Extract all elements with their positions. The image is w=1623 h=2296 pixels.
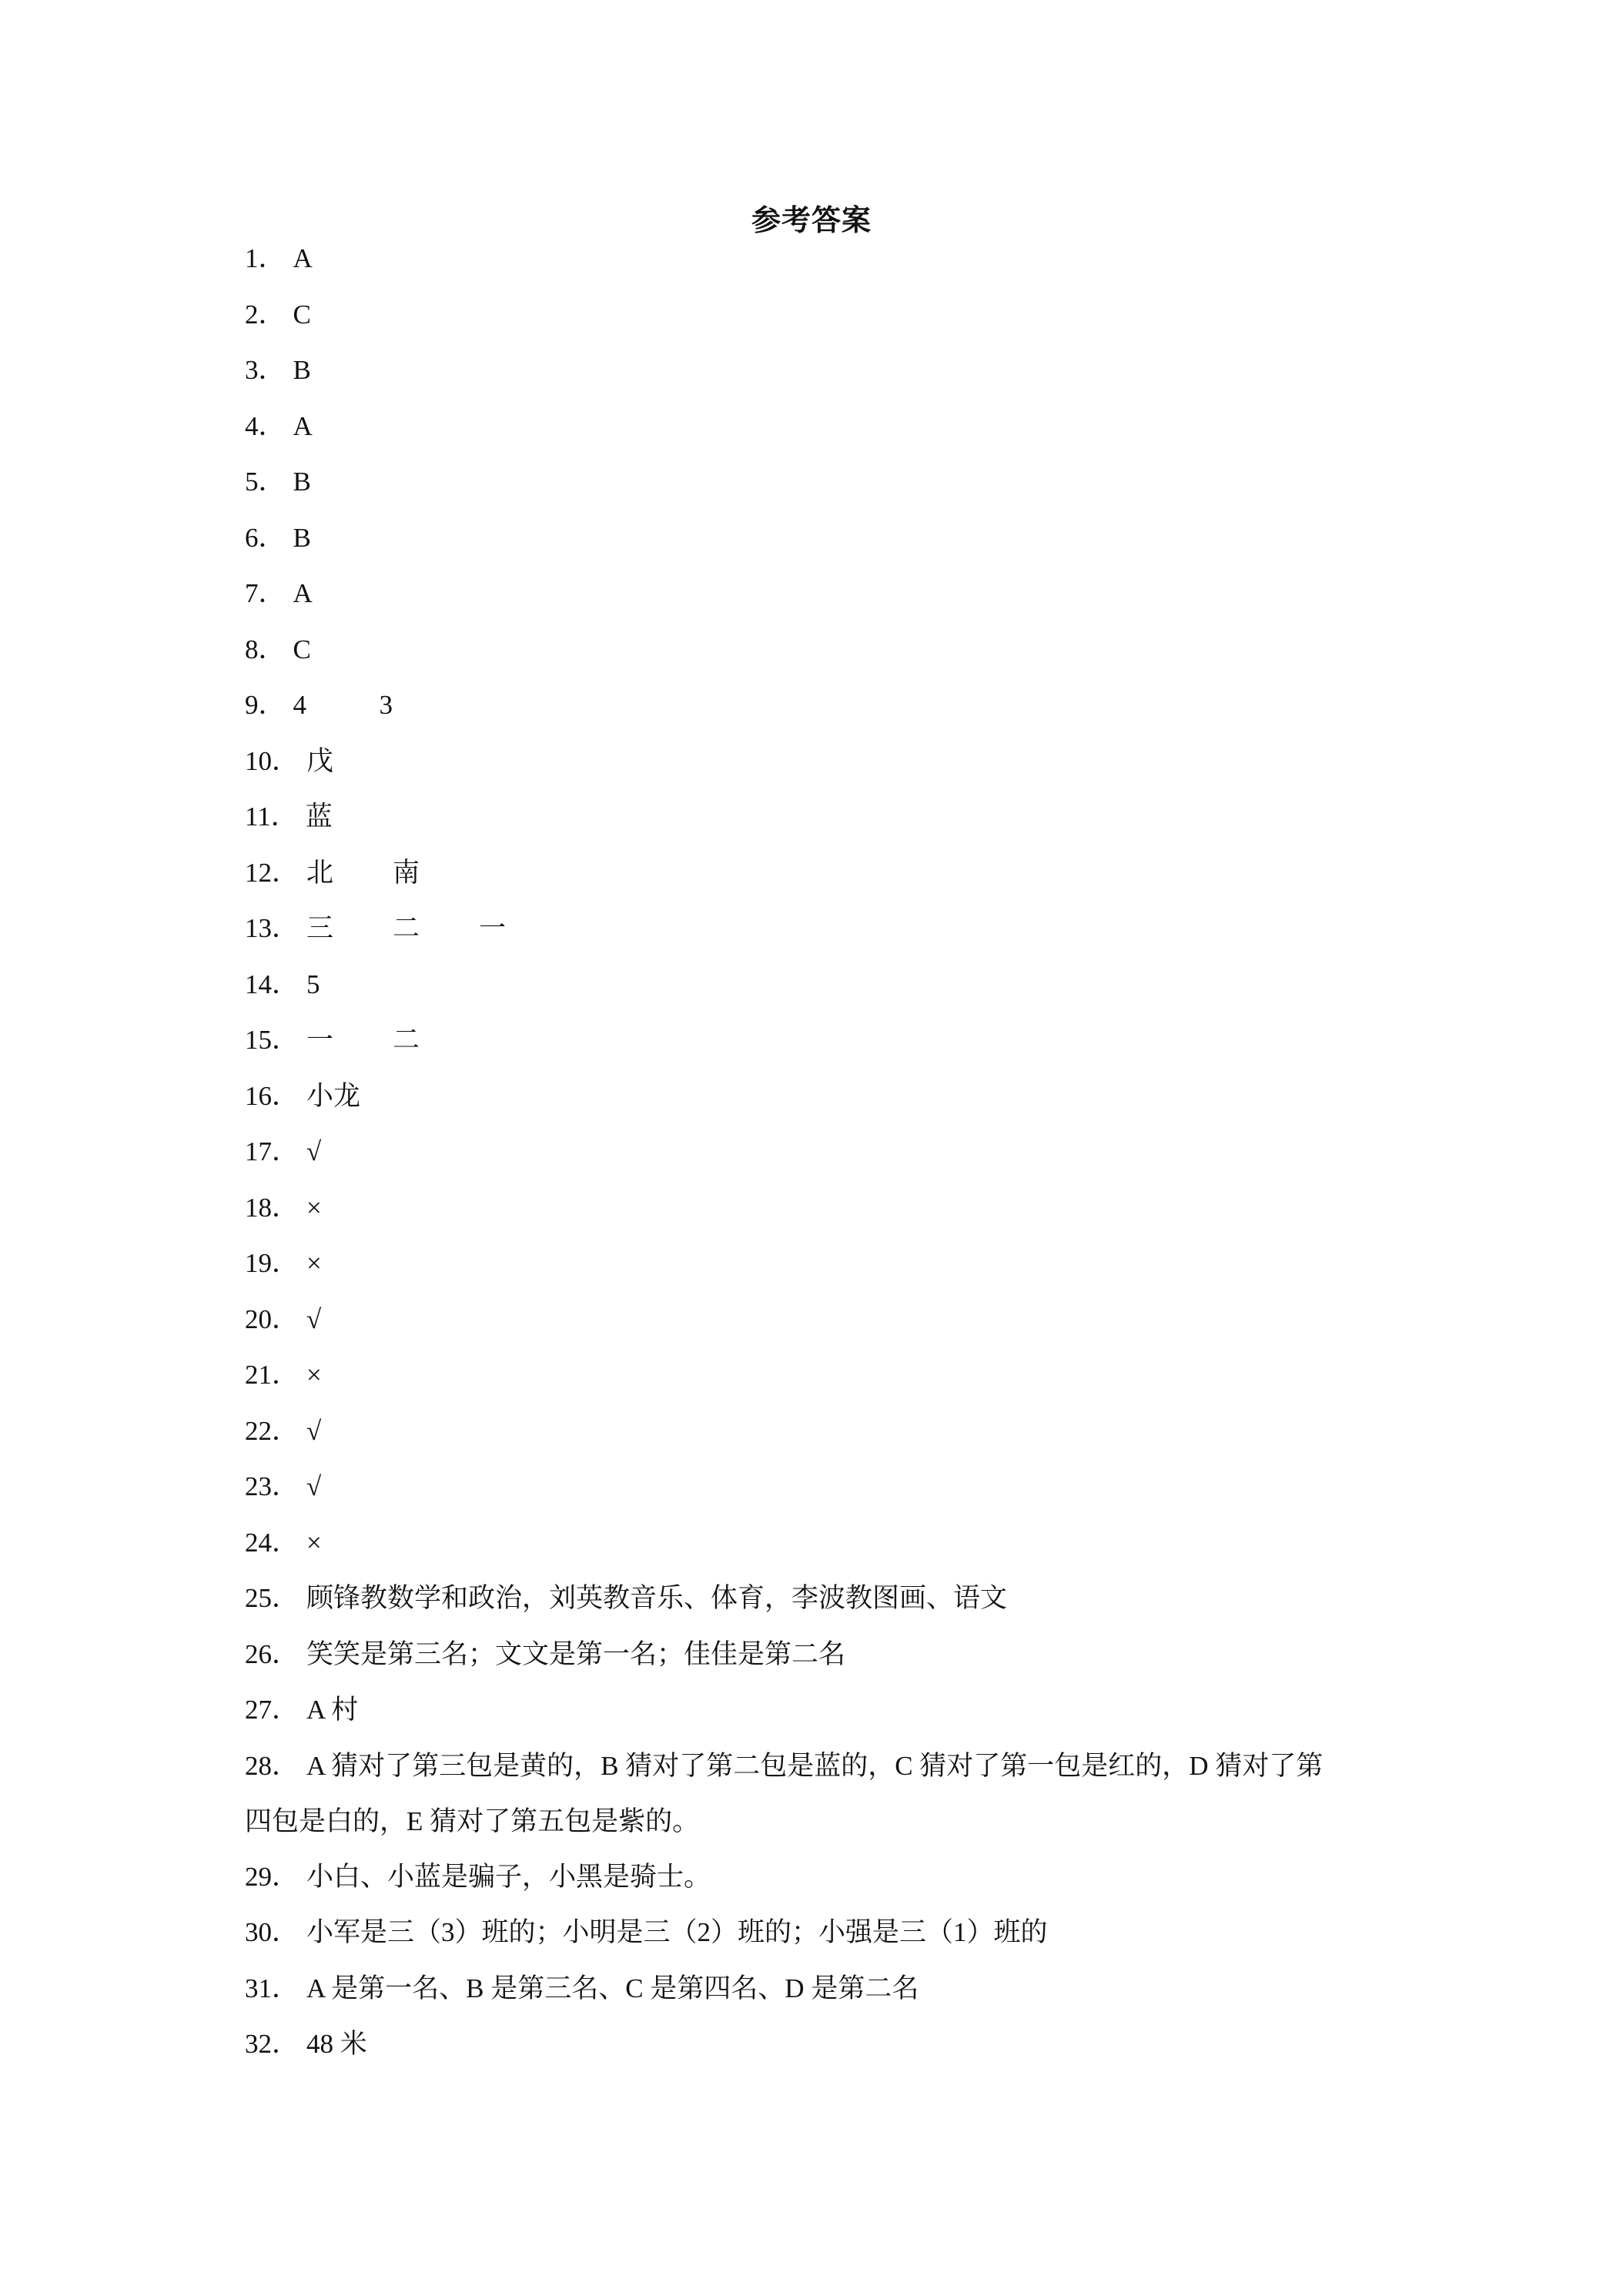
answer-number-separator: ． xyxy=(272,1638,300,1669)
answer-number: 22 xyxy=(245,1415,272,1446)
answer-number: 14 xyxy=(245,969,272,999)
answer-number: 29 xyxy=(245,1861,272,1892)
page-title: 参考答案 xyxy=(751,205,872,237)
answer-number: 4 xyxy=(245,410,259,441)
answer-number: 18 xyxy=(245,1192,272,1223)
answer-part: 三 xyxy=(306,913,334,943)
answer-number-separator: ． xyxy=(258,355,286,385)
answer-list xyxy=(245,231,1384,2073)
answer-number: 20 xyxy=(245,1304,272,1334)
answer-text-line-2: 四包是白的，E 猜对了第五包是紫的。 xyxy=(245,1806,700,1836)
answer-text: 小白、小蓝是骗子，小黑是骑士。 xyxy=(306,1861,711,1892)
answer-part: A xyxy=(293,578,313,608)
answer-parts xyxy=(306,1459,321,1515)
answer-number: 10 xyxy=(245,745,272,776)
answer-parts xyxy=(293,287,311,343)
answer-part: C xyxy=(293,634,311,664)
answer-number-separator: ． xyxy=(272,2029,300,2059)
answer-number-separator: ． xyxy=(258,634,286,664)
answer-item xyxy=(245,1292,1384,1348)
answer-parts xyxy=(293,231,313,287)
answer-part: 小龙 xyxy=(306,1080,361,1111)
answer-number: 17 xyxy=(245,1136,272,1166)
answer-item xyxy=(245,1236,1384,1292)
answer-part: √ xyxy=(306,1415,322,1446)
answer-number-separator: ． xyxy=(258,578,286,608)
answer-item xyxy=(245,1515,1384,1571)
answer-number: 3 xyxy=(245,355,259,385)
answer-number: 12 xyxy=(245,857,272,888)
answer-parts xyxy=(293,566,313,622)
answer-item xyxy=(245,510,1384,567)
answer-number: 15 xyxy=(245,1025,272,1055)
answer-part: 二 xyxy=(393,1025,420,1055)
answer-item xyxy=(245,566,1384,622)
answer-part: B xyxy=(293,355,311,385)
answer-number-separator: ． xyxy=(272,1360,300,1390)
answer-item xyxy=(245,957,1384,1013)
answer-parts xyxy=(306,957,320,1013)
answer-part: B xyxy=(293,467,311,497)
answer-item xyxy=(245,1905,1384,1961)
answer-number-separator: ． xyxy=(272,1527,300,1558)
answer-number: 19 xyxy=(245,1248,272,1278)
answer-part: 3 xyxy=(379,690,393,720)
answer-number: 31 xyxy=(245,1973,272,2003)
answer-part: B xyxy=(293,522,311,553)
answer-number-separator: ． xyxy=(258,690,286,720)
answer-item xyxy=(245,622,1384,678)
answer-text: A 村 xyxy=(306,1695,359,1725)
answer-part: × xyxy=(306,1248,322,1278)
answer-item xyxy=(245,1347,1384,1404)
answer-text: 笑笑是第三名；文文是第一名；佳佳是第二名 xyxy=(306,1638,846,1669)
answer-parts xyxy=(293,510,311,567)
answer-parts xyxy=(293,678,393,734)
answer-parts xyxy=(306,1404,321,1460)
answer-item xyxy=(245,2017,1384,2073)
answer-number-separator: ． xyxy=(258,522,286,553)
answer-item xyxy=(245,678,1384,734)
answer-number-separator: ． xyxy=(272,1583,300,1613)
answer-item xyxy=(245,1069,1384,1125)
answer-part: 一 xyxy=(306,1025,334,1055)
answer-parts xyxy=(306,901,506,957)
answer-number-separator: ． xyxy=(272,1080,300,1111)
answer-item xyxy=(245,454,1384,510)
answer-part: √ xyxy=(306,1471,322,1501)
answer-number-separator: ． xyxy=(272,1136,300,1166)
answer-text: 顾锋教数学和政治，刘英教音乐、体育，李波教图画、语文 xyxy=(306,1583,1008,1613)
answer-part: 南 xyxy=(393,857,420,888)
answer-number-separator: ． xyxy=(272,1248,300,1278)
answer-number: 16 xyxy=(245,1080,272,1111)
answer-part: 戊 xyxy=(306,745,334,776)
answer-number: 30 xyxy=(245,1917,272,1947)
answer-part: 二 xyxy=(393,913,420,943)
answer-parts xyxy=(306,1515,322,1571)
answer-text-line-1: A 猜对了第三包是黄的，B 猜对了第二包是蓝的，C 猜对了第一包是红的，D 猜对了第 xyxy=(306,1750,1323,1781)
answer-number-separator: ． xyxy=(270,802,298,832)
answer-number: 8 xyxy=(245,634,259,664)
answer-number: 13 xyxy=(245,913,272,943)
answer-parts xyxy=(306,1012,420,1069)
answer-number: 32 xyxy=(245,2029,272,2059)
answer-number: 24 xyxy=(245,1527,272,1558)
answer-number-separator: ． xyxy=(272,1471,300,1501)
answer-number-separator: ． xyxy=(272,857,300,888)
answer-number-separator: ． xyxy=(258,467,286,497)
answer-number: 5 xyxy=(245,467,259,497)
answer-number-separator: ． xyxy=(258,299,286,330)
answer-number-separator: ． xyxy=(272,1415,300,1446)
answer-item xyxy=(245,287,1384,343)
answer-part: × xyxy=(306,1527,322,1558)
answer-item xyxy=(245,1961,1384,2017)
answer-item xyxy=(245,231,1384,287)
answer-number: 28 xyxy=(245,1750,272,1781)
answer-item xyxy=(245,1124,1384,1180)
answer-parts xyxy=(293,622,311,678)
answer-number: 6 xyxy=(245,522,259,553)
answer-parts xyxy=(306,789,333,845)
answer-number: 9 xyxy=(245,690,259,720)
answer-part: √ xyxy=(306,1136,322,1166)
answer-parts xyxy=(306,1292,321,1348)
answer-text: A 是第一名、B 是第三名、C 是第四名、D 是第二名 xyxy=(306,1973,919,2003)
answer-text: 小军是三（3）班的；小明是三（2）班的；小强是三（1）班的 xyxy=(306,1917,1048,1947)
answer-item xyxy=(245,845,1384,902)
answer-item xyxy=(245,399,1384,455)
answer-parts xyxy=(293,343,311,399)
answer-part: 5 xyxy=(306,969,320,999)
answer-number: 2 xyxy=(245,299,259,330)
answer-part: √ xyxy=(306,1304,322,1334)
answer-number: 1 xyxy=(245,243,259,273)
answer-item xyxy=(245,1180,1384,1237)
answer-item xyxy=(245,1459,1384,1515)
answer-item xyxy=(245,1571,1384,1627)
answer-number-separator: ． xyxy=(272,745,300,776)
answer-number-separator: ． xyxy=(272,1025,300,1055)
answer-part: C xyxy=(293,299,311,330)
answer-number-separator: ． xyxy=(272,969,300,999)
answer-number-separator: ． xyxy=(258,243,286,273)
answer-parts xyxy=(293,399,313,455)
answer-item xyxy=(245,1682,1384,1739)
answer-item xyxy=(245,343,1384,399)
answer-parts xyxy=(306,1180,322,1237)
answer-part: A xyxy=(293,243,313,273)
answer-parts xyxy=(306,1236,322,1292)
answer-number-separator: ． xyxy=(272,1304,300,1334)
answer-part: 一 xyxy=(479,913,507,943)
answer-number-separator: ． xyxy=(272,1750,300,1781)
answer-number: 25 xyxy=(245,1583,272,1613)
answer-part: 4 xyxy=(293,690,307,720)
answer-part: × xyxy=(306,1192,322,1223)
answer-number-separator: ． xyxy=(272,1973,300,2003)
answer-parts xyxy=(306,845,420,902)
answer-number-separator: ． xyxy=(272,1192,300,1223)
answer-item xyxy=(245,1404,1384,1460)
answer-text: 48 米 xyxy=(306,2029,367,2059)
answer-part: 蓝 xyxy=(305,802,333,832)
answer-number-separator: ． xyxy=(258,410,286,441)
answer-item xyxy=(245,789,1384,845)
answer-parts xyxy=(306,1347,322,1404)
answer-number: 7 xyxy=(245,578,259,608)
answer-parts xyxy=(306,734,333,790)
answer-parts xyxy=(293,454,311,510)
answer-item xyxy=(245,1849,1384,1906)
answer-part: 北 xyxy=(306,857,334,888)
answer-item xyxy=(245,1012,1384,1069)
answer-number: 27 xyxy=(245,1695,272,1725)
answer-item xyxy=(245,901,1384,957)
answer-parts xyxy=(306,1124,321,1180)
answer-number-separator: ． xyxy=(272,1695,300,1725)
answer-number: 11 xyxy=(245,802,271,832)
answer-item xyxy=(245,1627,1384,1683)
answer-number: 26 xyxy=(245,1638,272,1669)
answer-item xyxy=(245,734,1384,790)
answer-part: × xyxy=(306,1360,322,1390)
answer-parts xyxy=(306,1069,360,1125)
answer-number-separator: ． xyxy=(272,1917,300,1947)
answer-number: 21 xyxy=(245,1360,272,1390)
answer-number: 23 xyxy=(245,1471,272,1501)
answer-item xyxy=(245,1739,1384,1849)
answer-part: A xyxy=(293,410,313,441)
answer-number-separator: ． xyxy=(272,913,300,943)
answer-number-separator: ． xyxy=(272,1861,300,1892)
